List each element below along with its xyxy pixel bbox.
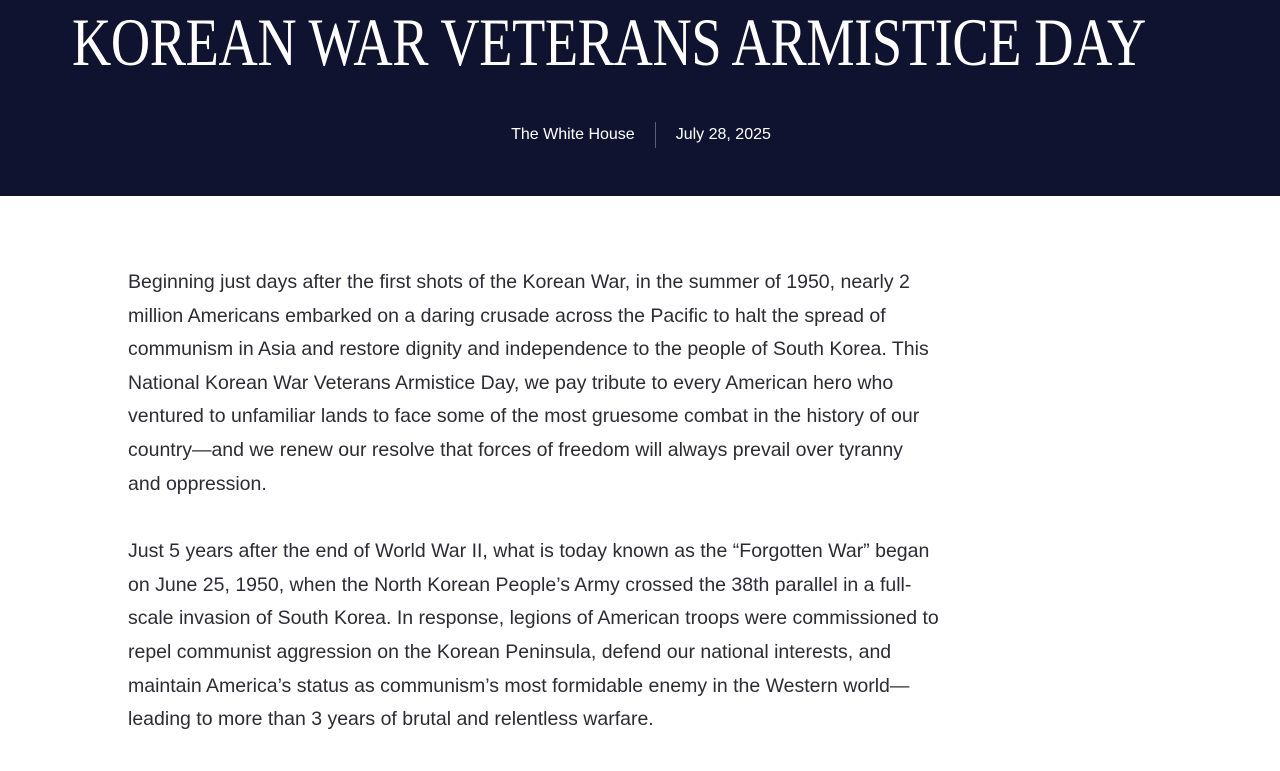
page-title: KOREAN WAR VETERANS ARMISTICE DAY [72, 4, 1146, 80]
paragraph-line: million Americans embarked on a daring crusade across the Pacific to halt the spread of [128, 304, 886, 327]
article-paragraph [128, 535, 1038, 737]
paragraph-line: communism in Asia and restore dignity and independence to the people of South Korea. This [128, 338, 929, 361]
page-header [0, 0, 1280, 196]
paragraph-line: National Korean War Veterans Armistice Day, we pay tribute to every American hero who [128, 371, 894, 394]
paragraph-line: ventured to unfamiliar lands to face some of the most gruesome combat in the history of our [128, 405, 920, 428]
byline [0, 122, 1280, 148]
paragraph-line: scale invasion of South Korea. In response, legions of American troops were commissioned to [128, 607, 939, 630]
article-paragraph [128, 266, 1038, 501]
paragraph-line: and oppression. [128, 472, 267, 495]
paragraph-line: Just 5 years after the end of World War II, what is today known as the “Forgotten War” began [128, 540, 930, 563]
author-link[interactable]: The White House [511, 126, 635, 143]
paragraph-line: country—and we renew our resolve that forces of freedom will always prevail over tyranny [128, 438, 903, 461]
paragraph-line: on June 25, 1950, when the North Korean People’s Army crossed the 38th parallel in a full- [128, 573, 912, 596]
publish-date: July 28, 2025 [675, 126, 771, 143]
paragraph-line: repel communist aggression on the Korean Peninsula, defend our national interests, and [128, 640, 892, 663]
paragraph-line: leading to more than 3 years of brutal and relentless warfare. [128, 708, 654, 731]
paragraph-line: maintain America’s status as communism’s most formidable enemy in the Western world— [128, 674, 910, 697]
paragraph-line: Beginning just days after the first shots of the Korean War, in the summer of 1950, nearly 2 [128, 271, 910, 293]
article-body [128, 266, 1038, 771]
